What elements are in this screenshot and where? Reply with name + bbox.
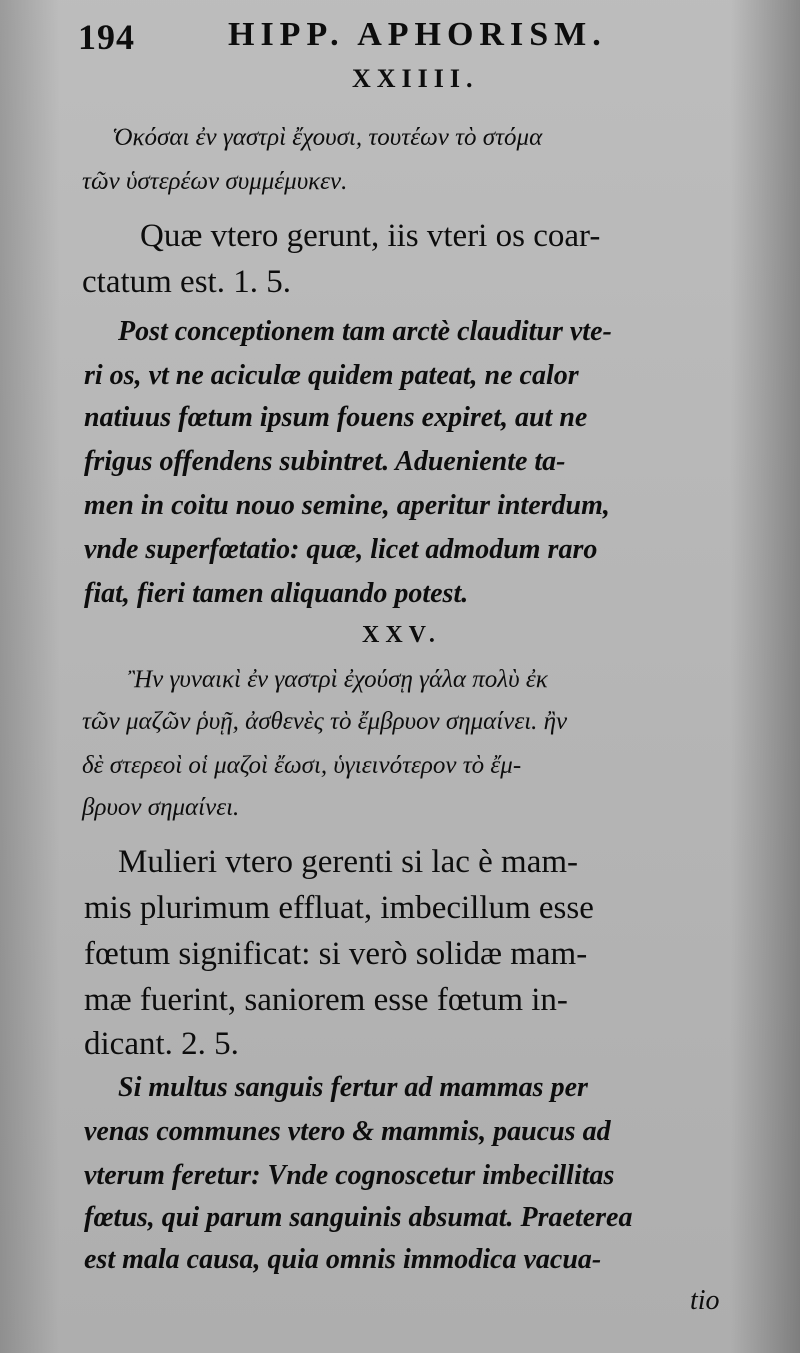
latin-line: dicant. 2. 5. — [84, 1026, 239, 1062]
commentary-line: est mala causa, quia omnis immodica vacua- — [84, 1244, 602, 1275]
commentary-line: ri os, vt ne aciculæ quidem pateat, ne calor — [84, 360, 579, 391]
greek-line: Ἢν γυναικὶ ἐν γαστρὶ ἐχούσῃ γάλα πολὺ ἐκ — [128, 666, 548, 693]
greek-line: βρυον σημαίνει. — [82, 794, 240, 821]
page-header — [78, 12, 738, 62]
latin-line: mæ fuerint, saniorem esse fœtum in- — [84, 982, 568, 1018]
commentary-line: Si multus sanguis fertur ad mammas per — [118, 1072, 588, 1103]
latin-line: mis plurimum effluat, imbecillum esse — [84, 890, 594, 926]
greek-line: τῶν μαζῶν ῥυῇ, ἀσθενὲς τὸ ἔμβρυον σημαίνει. ἢν — [82, 708, 568, 735]
commentary-line: fœtus, qui parum sanguinis absumat. Praeterea — [84, 1202, 633, 1233]
greek-line: Ὁκόσαι ἐν γαστρὶ ἔχουσι, τουτέων τὸ στόμα — [112, 124, 543, 151]
latin-line: Mulieri vtero gerenti si lac è mam- — [118, 844, 579, 880]
latin-line: fœtum significat: si verò solidæ mam- — [84, 936, 588, 972]
running-head: HIPP. APHORISM. — [228, 16, 607, 53]
commentary-line: natiuus fœtum ipsum fouens expiret, aut ne — [84, 402, 588, 433]
aphorism-numeral: XXV. — [362, 622, 441, 648]
greek-line: δὲ στερεοὶ οἱ μαζοὶ ἔωσι, ὑγιεινότερον τὸ ἔμ- — [82, 752, 522, 779]
latin-line: Quæ vtero gerunt, iis vteri os coar- — [140, 218, 601, 254]
latin-line: ctatum est. 1. 5. — [82, 264, 291, 300]
page-number: 194 — [78, 17, 135, 57]
catchword: tio — [690, 1285, 720, 1316]
commentary-line: frigus offendens subintret. Adueniente ta- — [84, 446, 566, 477]
commentary-line: vnde superfœtatio: quæ, licet admodum raro — [84, 534, 598, 565]
commentary-line: venas communes vtero & mammis, paucus ad — [84, 1116, 611, 1147]
commentary-line: Post conceptionem tam arctè clauditur vte- — [118, 316, 612, 347]
commentary-line: men in coitu nouo semine, aperitur interdum, — [84, 490, 610, 521]
show-through-text — [520, 62, 527, 92]
commentary-line: fiat, fieri tamen aliquando potest. — [84, 578, 469, 609]
aphorism-numeral: XXIIII. — [352, 64, 479, 93]
commentary-line: vterum feretur: Vnde cognoscetur imbecillitas — [84, 1160, 615, 1191]
greek-line: τῶν ὑστερέων συμμέμυκεν. — [82, 168, 348, 195]
